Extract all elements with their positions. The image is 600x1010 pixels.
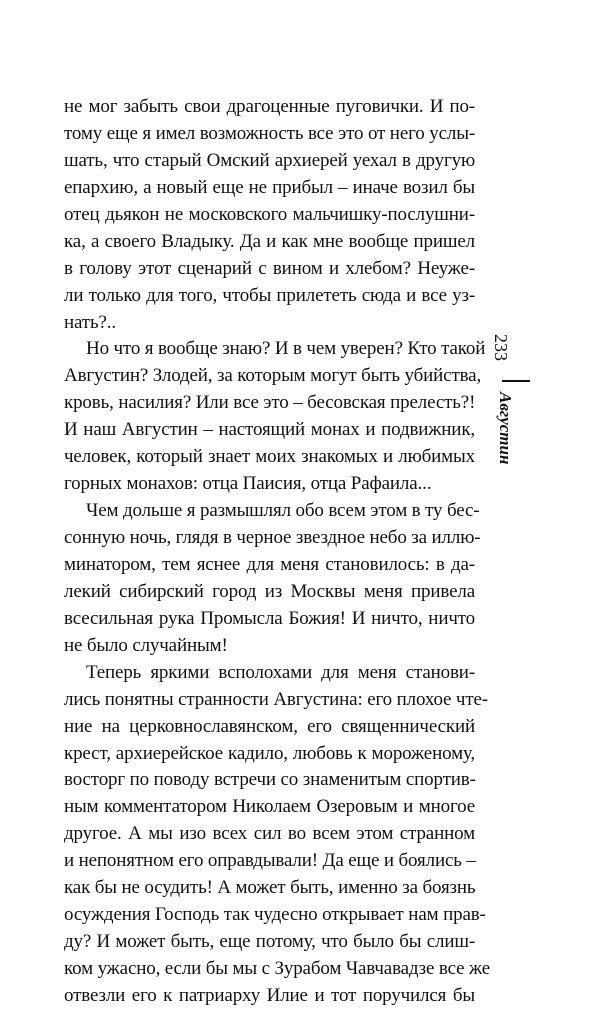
text-line: всесильная рука Промысла Божия! И ничто, ничто [64, 607, 475, 629]
text-line: ка, а своего Владыку. Да и как мне вообще пришел [64, 230, 475, 252]
text-line: Чем дольше я размышлял обо всем этом в ту бес- [86, 500, 480, 522]
body-text [64, 94, 491, 1010]
text-line: ли только для того, чтобы прилететь сюда и все уз- [64, 284, 475, 306]
text-line: Теперь яркими всполохами для меня станови- [86, 661, 475, 683]
text-line: ным комментатором Николаем Озеровым и многое [64, 796, 475, 818]
text-line: отвезли его к патриарху Илие и тот поручился бы [64, 984, 475, 1006]
text-line: минатором, тем яснее для меня становилось: в да- [64, 553, 475, 575]
text-line: ние на церковнославянском, его священнический [64, 715, 475, 737]
text-line: в голову этот сценарий с вином и хлебом? Неуже- [64, 257, 475, 279]
text-line: горных монахов: отца Паисия, отца Рафаила... [64, 473, 432, 495]
text-line: как бы не осудить! А может быть, именно за боязнь [64, 877, 476, 899]
text-line: восторг по поводу встречи со знаменитым спортив- [64, 769, 476, 791]
text-line: епархию, а новый еще не прибыл – иначе возил бы [64, 176, 475, 198]
text-line: человек, который знает моих знакомых и любимых [64, 446, 475, 468]
text-line: не мог забыть свои драгоценные пуговички. И по- [64, 96, 475, 117]
text-line: кровь, насилия? Или все это – бесовская прелесть?! [64, 392, 476, 414]
text-line: лись понятны странности Августина: его плохое чте- [64, 688, 488, 710]
text-line: И наш Августин – настоящий монах и подвижник, [64, 419, 475, 441]
text-line: ком ужасно, если бы мы с Зурабом Чавчавадзе все же [64, 958, 491, 979]
text-line: осуждения Господь так чудесно открывает нам прав- [64, 904, 486, 926]
text-line: отец дьякон не московского мальчишку-послушни- [64, 203, 475, 225]
text-line: другое. А мы изо всех сил во всем этом странном [64, 823, 475, 845]
running-header-divider [502, 380, 530, 382]
text-line: нать?.. [64, 311, 116, 333]
page-number: 233 [491, 334, 511, 361]
text-line: Августин? Злодей, за которым могут быть убийства, [64, 365, 482, 387]
text-line: крест, архиерейское кадило, любовь к мороженому, [64, 742, 475, 764]
text-line: Но что я вообще знаю? И в чем уверен? Кто такой [86, 338, 486, 360]
text-line: шать, что старый Омский архиерей уехал в другую [64, 149, 475, 171]
text-line: тому еще я имел возможность все это от него услы- [64, 122, 475, 144]
text-line: ду? И может быть, еще потому, что было бы слиш- [64, 931, 475, 953]
text-line: не было случайным! [64, 634, 228, 656]
running-title: Августин [496, 392, 515, 465]
text-line: и непонятном его оправдывали! Да еще и боялись – [64, 850, 476, 872]
text-line: лекий сибирский город из Москвы меня привела [64, 580, 475, 602]
text-line: сонную ночь, глядя в черное звездное небо за иллю- [64, 527, 481, 548]
